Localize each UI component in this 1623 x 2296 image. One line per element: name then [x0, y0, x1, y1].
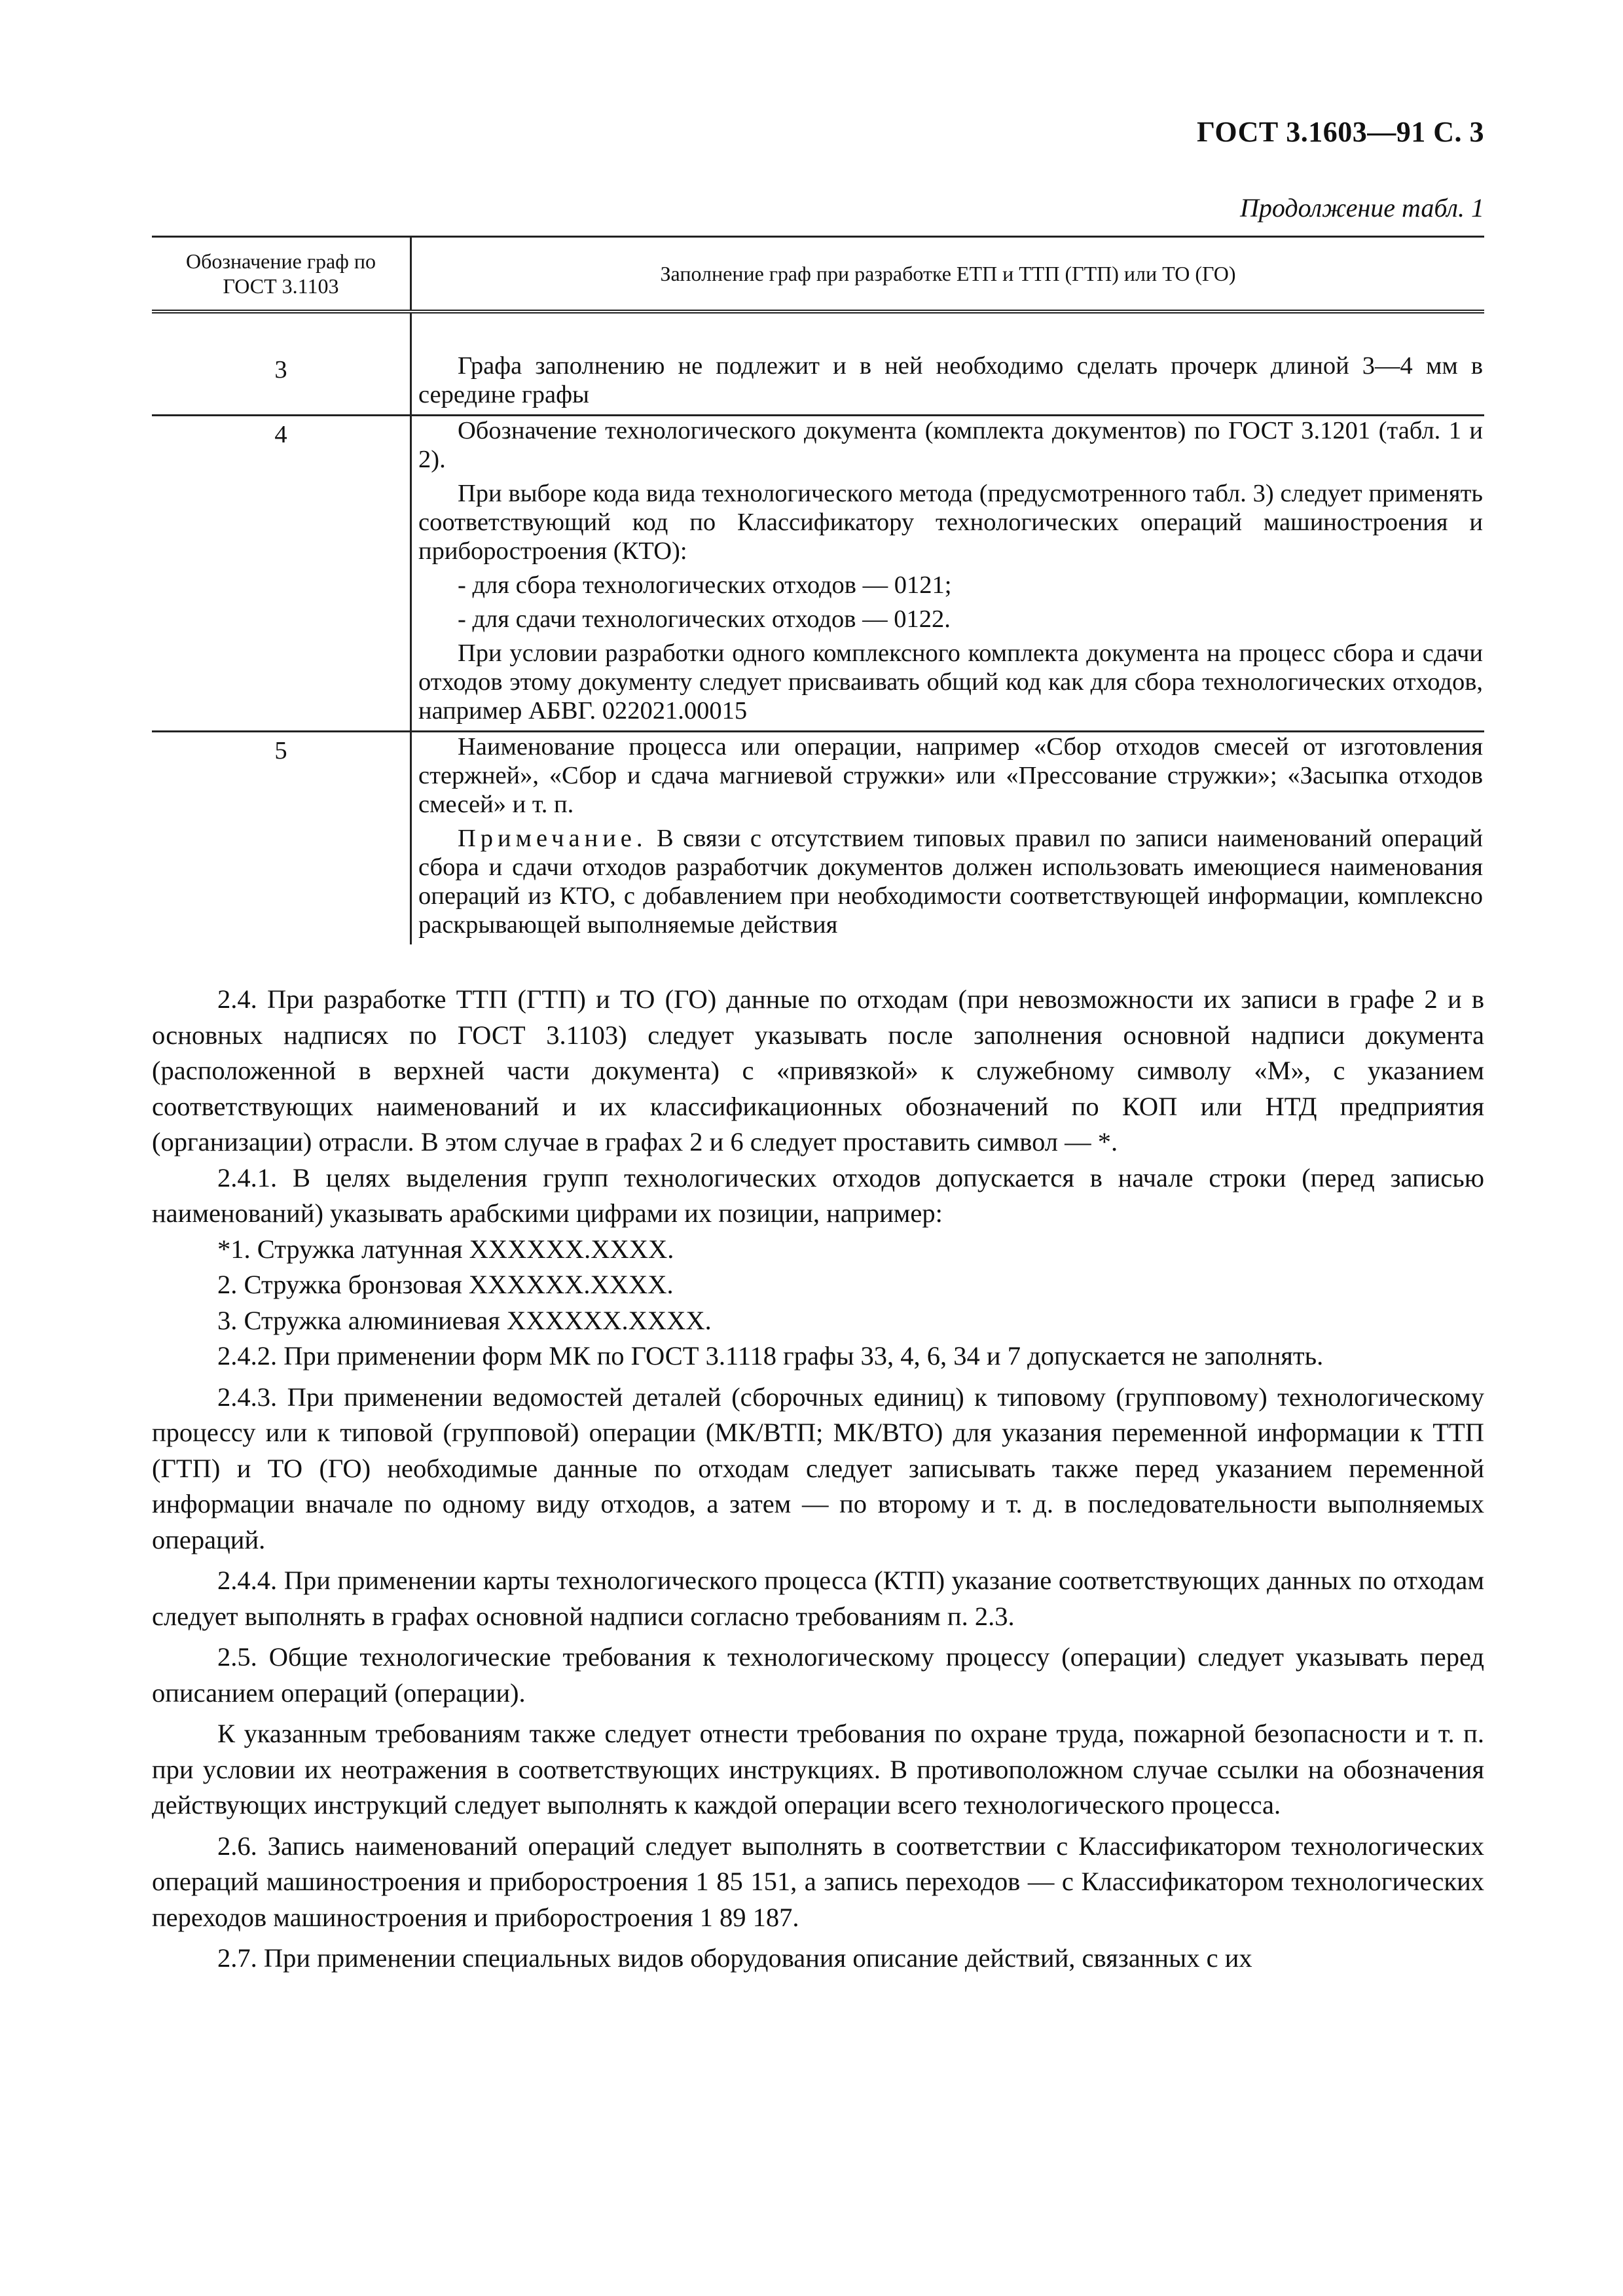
note-label: Примечание. — [458, 825, 647, 852]
page-header: ГОСТ 3.1603—91 С. 3 — [1196, 116, 1484, 148]
table-note — [418, 824, 1483, 939]
paragraph-2-5: 2.5. Общие технологические требования к технологическому процессу (операции) следует указывать перед описанием операций (операции). — [152, 1642, 1484, 1708]
paragraph-2-4-3: 2.4.3. При применении ведомостей деталей (сборочных единиц) к типовому (групповому) технологическому процессу или к типовой (групповой) операции (МК/ВТП; МК/ВТО) для указания переменной информации к ТТП (ГТП) и ТО (ГО) необходимые данные по отходам следует записывать также перед указанием переменной информации вначале по одному виду отходов, а затем — по второму и т. д. в последовательности выполняемых операций. — [152, 1382, 1484, 1554]
paragraph-2-4: 2.4. При разработке ТТП (ГТП) и ТО (ГО) данные по отходам (при невозможности их записи в графе 2 и в основных надписях по ГОСТ 3.1103) следует указывать после заполнения основной надписи документа (расположенной в верхней части документа) с «привязкой» к служебному символу «М», с указанием соответствующих наименований и их классификационных обозначений по КОП или НТД предприятия (организации) отрасли. В этом случае в графах 2 и 6 следует проставить символ — *. — [152, 984, 1484, 1157]
main-text — [152, 982, 1484, 1977]
table-paragraph: Обозначение технологического документа (комплекта документов) по ГОСТ 3.1201 (табл. 1 и 2). — [418, 417, 1483, 473]
graph-number: 5 — [152, 732, 411, 945]
graph-number: 3 — [152, 351, 411, 416]
paragraph-2-6: 2.6. Запись наименований операций следует выполнять в соответствии с Классификатором технологических операций машиностроения и приборостроения 1 85 151, а запись переходов — с Классификатором технологических переходов машиностроения и приборостроения 1 89 187. — [152, 1831, 1484, 1932]
paragraph-2-4-1: 2.4.1. В целях выделения групп технологических отходов допускается в начале строки (перед записью наименований) указывать арабскими цифрами их позиции, например: — [152, 1162, 1484, 1228]
paragraph-2-5-continued: К указанным требованиям также следует отнести требования по охране труда, пожарной безопасности и т. п. при условии их неотражения в соответствующих инструкциях. В противоположном случае ссылки на обозначения действующих инструкций следует выполнять к каждой операции всего технологического процесса. — [152, 1719, 1484, 1820]
col-header-graph-designation: Обозначение граф по ГОСТ 3.1103 — [152, 237, 411, 312]
table-row — [152, 416, 1484, 732]
graph-table — [152, 236, 1484, 944]
table-paragraph: При выборе кода вида технологического метода (предусмотренного табл. 3) следует применять соответствующий код по Классификатору технологических операций машиностроения и приборостроения (КТО): — [418, 480, 1483, 565]
table-list-item: - для сдачи технологических отходов — 0122. — [458, 605, 951, 633]
graph-number: 4 — [152, 416, 411, 732]
note-text: В связи с отсутствием типовых правил по записи наименований операций сбора и сдачи отходов разработчик документов должен использовать имеющиеся наименования операций из КТО, с добавлением при необходимости соответствующей информации, комплексно раскрывающей выполняемые действия — [418, 825, 1483, 939]
paragraph-2-4-4: 2.4.4. При применении карты технологического процесса (КТП) указание соответствующих данных по отходам следует выполнять в графах основной надписи согласно требованиям п. 2.3. — [152, 1566, 1484, 1631]
table-list-item: - для сбора технологических отходов — 0121; — [458, 571, 952, 599]
list-item: *1. Стружка латунная ХХХХХХ.ХХХХ. — [217, 1234, 674, 1264]
table-paragraph: Графа заполнению не подлежит и в ней необходимо сделать прочерк длиной 3—4 мм в середине графы — [418, 352, 1483, 408]
paragraph-2-7: 2.7. При применении специальных видов оборудования описание действий, связанных с их — [217, 1943, 1252, 1973]
table-continuation-label: Продолжение табл. 1 — [1239, 193, 1484, 223]
table-paragraph: Наименование процесса или операции, например «Сбор отходов смесей от изготовления стержней», «Сбор и сдача магниевой стружки» или «Прессование стружки»; «Засыпка отходов смесей» и т. п. — [418, 733, 1483, 818]
list-item: 2. Стружка бронзовая ХХХХХХ.ХХХХ. — [217, 1270, 674, 1299]
table-row — [152, 351, 1484, 416]
table-paragraph: При условии разработки одного комплексного комплекта документа на процесс сбора и сдачи отходов этому документу следует присваивать общий код как для сбора технологических отходов, например АБВГ. 022021.00015 — [418, 639, 1483, 725]
col-header-filling: Заполнение граф при разработке ЕТП и ТТП (ГТП) или ТО (ГО) — [411, 237, 1485, 312]
list-item: 3. Стружка алюминиевая ХХХХХХ.ХХХХ. — [217, 1305, 712, 1335]
table-row — [152, 732, 1484, 945]
paragraph-2-4-2: 2.4.2. При применении форм МК по ГОСТ 3.1118 графы 33, 4, 6, 34 и 7 допускается не заполнять. — [217, 1341, 1324, 1371]
